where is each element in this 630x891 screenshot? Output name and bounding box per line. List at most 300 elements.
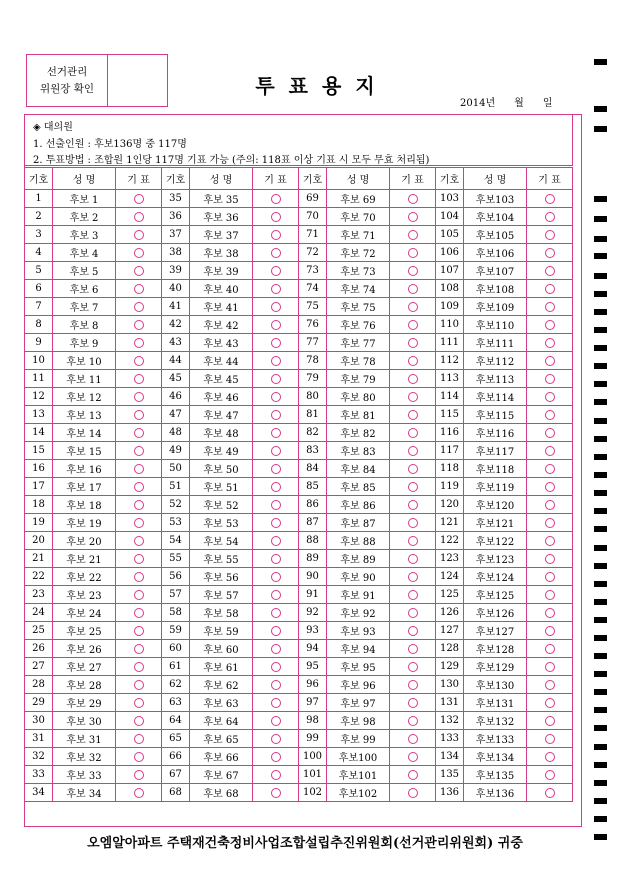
vote-circle-icon[interactable] bbox=[271, 572, 281, 582]
vote-circle-icon[interactable] bbox=[408, 320, 418, 330]
vote-cell[interactable] bbox=[116, 676, 162, 694]
vote-circle-icon[interactable] bbox=[545, 374, 555, 384]
vote-circle-icon[interactable] bbox=[408, 266, 418, 276]
vote-cell[interactable] bbox=[527, 406, 573, 424]
vote-cell[interactable] bbox=[390, 550, 436, 568]
vote-circle-icon[interactable] bbox=[271, 248, 281, 258]
vote-cell[interactable] bbox=[527, 442, 573, 460]
vote-cell[interactable] bbox=[527, 460, 573, 478]
vote-circle-icon[interactable] bbox=[271, 716, 281, 726]
vote-circle-icon[interactable] bbox=[271, 590, 281, 600]
vote-circle-icon[interactable] bbox=[134, 518, 144, 528]
vote-cell[interactable] bbox=[527, 226, 573, 244]
vote-circle-icon[interactable] bbox=[545, 752, 555, 762]
vote-circle-icon[interactable] bbox=[545, 302, 555, 312]
vote-circle-icon[interactable] bbox=[271, 392, 281, 402]
vote-cell[interactable] bbox=[116, 262, 162, 280]
vote-cell[interactable] bbox=[390, 640, 436, 658]
vote-cell[interactable] bbox=[527, 478, 573, 496]
vote-circle-icon[interactable] bbox=[408, 590, 418, 600]
candidate-name: 후보 79 bbox=[327, 370, 390, 388]
vote-circle-icon[interactable] bbox=[134, 392, 144, 402]
vote-circle-icon[interactable] bbox=[408, 662, 418, 672]
vote-cell[interactable] bbox=[253, 406, 299, 424]
vote-circle-icon[interactable] bbox=[271, 356, 281, 366]
vote-circle-icon[interactable] bbox=[408, 770, 418, 780]
vote-cell[interactable] bbox=[116, 298, 162, 316]
vote-circle-icon[interactable] bbox=[545, 194, 555, 204]
vote-cell[interactable] bbox=[116, 604, 162, 622]
vote-cell[interactable] bbox=[116, 424, 162, 442]
vote-circle-icon[interactable] bbox=[545, 392, 555, 402]
vote-cell[interactable] bbox=[390, 586, 436, 604]
vote-circle-icon[interactable] bbox=[408, 734, 418, 744]
vote-circle-icon[interactable] bbox=[134, 230, 144, 240]
vote-cell[interactable] bbox=[116, 640, 162, 658]
vote-cell[interactable] bbox=[116, 694, 162, 712]
vote-cell[interactable] bbox=[116, 496, 162, 514]
vote-circle-icon[interactable] bbox=[408, 518, 418, 528]
vote-circle-icon[interactable] bbox=[545, 284, 555, 294]
vote-circle-icon[interactable] bbox=[545, 266, 555, 276]
timing-mark bbox=[594, 106, 607, 112]
vote-circle-icon[interactable] bbox=[271, 266, 281, 276]
vote-cell[interactable] bbox=[390, 730, 436, 748]
vote-circle-icon[interactable] bbox=[408, 554, 418, 564]
vote-circle-icon[interactable] bbox=[408, 464, 418, 474]
candidate-name: 후보 61 bbox=[190, 658, 253, 676]
vote-cell[interactable] bbox=[253, 442, 299, 460]
vote-circle-icon[interactable] bbox=[134, 572, 144, 582]
vote-circle-icon[interactable] bbox=[271, 374, 281, 384]
vote-circle-icon[interactable] bbox=[134, 680, 144, 690]
vote-cell[interactable] bbox=[390, 316, 436, 334]
vote-circle-icon[interactable] bbox=[271, 518, 281, 528]
vote-cell[interactable] bbox=[253, 568, 299, 586]
vote-cell[interactable] bbox=[116, 712, 162, 730]
vote-cell[interactable] bbox=[253, 550, 299, 568]
vote-cell[interactable] bbox=[527, 640, 573, 658]
vote-circle-icon[interactable] bbox=[408, 482, 418, 492]
vote-circle-icon[interactable] bbox=[545, 716, 555, 726]
vote-cell[interactable] bbox=[253, 226, 299, 244]
vote-cell[interactable] bbox=[527, 370, 573, 388]
vote-circle-icon[interactable] bbox=[271, 212, 281, 222]
vote-circle-icon[interactable] bbox=[271, 734, 281, 744]
vote-circle-icon[interactable] bbox=[271, 302, 281, 312]
vote-circle-icon[interactable] bbox=[271, 194, 281, 204]
vote-cell[interactable] bbox=[253, 298, 299, 316]
vote-circle-icon[interactable] bbox=[545, 680, 555, 690]
vote-circle-icon[interactable] bbox=[134, 374, 144, 384]
vote-circle-icon[interactable] bbox=[271, 644, 281, 654]
candidate-name: 후보 67 bbox=[190, 766, 253, 784]
candidate-number: 95 bbox=[299, 658, 327, 676]
vote-circle-icon[interactable] bbox=[134, 752, 144, 762]
vote-circle-icon[interactable] bbox=[408, 338, 418, 348]
vote-circle-icon[interactable] bbox=[408, 194, 418, 204]
vote-cell[interactable] bbox=[527, 298, 573, 316]
vote-circle-icon[interactable] bbox=[545, 608, 555, 618]
vote-cell[interactable] bbox=[116, 334, 162, 352]
vote-cell[interactable] bbox=[116, 586, 162, 604]
vote-cell[interactable] bbox=[253, 676, 299, 694]
vote-circle-icon[interactable] bbox=[271, 608, 281, 618]
vote-cell[interactable] bbox=[527, 712, 573, 730]
vote-cell[interactable] bbox=[116, 280, 162, 298]
vote-circle-icon[interactable] bbox=[408, 248, 418, 258]
vote-cell[interactable] bbox=[527, 622, 573, 640]
vote-cell[interactable] bbox=[527, 262, 573, 280]
vote-cell[interactable] bbox=[253, 622, 299, 640]
vote-cell[interactable] bbox=[116, 190, 162, 208]
vote-cell[interactable] bbox=[253, 352, 299, 370]
vote-cell[interactable] bbox=[390, 442, 436, 460]
vote-circle-icon[interactable] bbox=[134, 626, 144, 636]
vote-circle-icon[interactable] bbox=[271, 554, 281, 564]
candidate-number: 82 bbox=[299, 424, 327, 442]
vote-circle-icon[interactable] bbox=[408, 230, 418, 240]
vote-cell[interactable] bbox=[116, 388, 162, 406]
vote-circle-icon[interactable] bbox=[271, 536, 281, 546]
vote-circle-icon[interactable] bbox=[271, 464, 281, 474]
vote-circle-icon[interactable] bbox=[134, 716, 144, 726]
vote-circle-icon[interactable] bbox=[134, 464, 144, 474]
vote-circle-icon[interactable] bbox=[134, 644, 144, 654]
candidate-name: 후보106 bbox=[464, 244, 527, 262]
vote-cell[interactable] bbox=[390, 658, 436, 676]
vote-circle-icon[interactable] bbox=[134, 302, 144, 312]
vote-cell[interactable] bbox=[116, 514, 162, 532]
candidate-name: 후보 73 bbox=[327, 262, 390, 280]
vote-cell[interactable] bbox=[116, 622, 162, 640]
vote-cell[interactable] bbox=[390, 208, 436, 226]
vote-cell[interactable] bbox=[390, 532, 436, 550]
vote-circle-icon[interactable] bbox=[134, 536, 144, 546]
vote-circle-icon[interactable] bbox=[545, 788, 555, 798]
candidate-name: 후보 28 bbox=[53, 676, 116, 694]
vote-circle-icon[interactable] bbox=[545, 410, 555, 420]
vote-circle-icon[interactable] bbox=[271, 338, 281, 348]
vote-cell[interactable] bbox=[390, 388, 436, 406]
vote-circle-icon[interactable] bbox=[271, 428, 281, 438]
vote-cell[interactable] bbox=[390, 784, 436, 802]
vote-circle-icon[interactable] bbox=[134, 338, 144, 348]
vote-cell[interactable] bbox=[527, 316, 573, 334]
vote-cell[interactable] bbox=[390, 514, 436, 532]
vote-circle-icon[interactable] bbox=[545, 644, 555, 654]
vote-cell[interactable] bbox=[527, 190, 573, 208]
vote-circle-icon[interactable] bbox=[134, 698, 144, 708]
vote-circle-icon[interactable] bbox=[545, 554, 555, 564]
vote-circle-icon[interactable] bbox=[545, 230, 555, 240]
vote-circle-icon[interactable] bbox=[545, 356, 555, 366]
vote-cell[interactable] bbox=[116, 478, 162, 496]
vote-cell[interactable] bbox=[253, 262, 299, 280]
vote-circle-icon[interactable] bbox=[408, 392, 418, 402]
vote-circle-icon[interactable] bbox=[408, 374, 418, 384]
vote-cell[interactable] bbox=[253, 712, 299, 730]
vote-circle-icon[interactable] bbox=[271, 230, 281, 240]
vote-cell[interactable] bbox=[116, 748, 162, 766]
vote-cell[interactable] bbox=[527, 730, 573, 748]
vote-cell[interactable] bbox=[253, 496, 299, 514]
vote-cell[interactable] bbox=[390, 694, 436, 712]
vote-cell[interactable] bbox=[390, 568, 436, 586]
vote-circle-icon[interactable] bbox=[134, 212, 144, 222]
vote-cell[interactable] bbox=[253, 370, 299, 388]
vote-cell[interactable] bbox=[390, 424, 436, 442]
vote-cell[interactable] bbox=[527, 514, 573, 532]
vote-cell[interactable] bbox=[527, 334, 573, 352]
vote-circle-icon[interactable] bbox=[408, 572, 418, 582]
vote-cell[interactable] bbox=[116, 442, 162, 460]
vote-cell[interactable] bbox=[116, 766, 162, 784]
vote-circle-icon[interactable] bbox=[134, 446, 144, 456]
vote-cell[interactable] bbox=[527, 568, 573, 586]
vote-cell[interactable] bbox=[527, 388, 573, 406]
vote-cell[interactable] bbox=[253, 208, 299, 226]
vote-cell[interactable] bbox=[390, 496, 436, 514]
vote-circle-icon[interactable] bbox=[408, 644, 418, 654]
vote-circle-icon[interactable] bbox=[134, 356, 144, 366]
vote-circle-icon[interactable] bbox=[408, 716, 418, 726]
vote-cell[interactable] bbox=[527, 784, 573, 802]
vote-circle-icon[interactable] bbox=[408, 428, 418, 438]
vote-circle-icon[interactable] bbox=[408, 536, 418, 546]
vote-circle-icon[interactable] bbox=[545, 572, 555, 582]
header-name: 성 명 bbox=[53, 168, 116, 190]
candidate-name: 후보 98 bbox=[327, 712, 390, 730]
vote-circle-icon[interactable] bbox=[545, 320, 555, 330]
candidate-name: 후보 6 bbox=[53, 280, 116, 298]
vote-circle-icon[interactable] bbox=[545, 482, 555, 492]
vote-circle-icon[interactable] bbox=[545, 590, 555, 600]
candidate-number: 87 bbox=[299, 514, 327, 532]
vote-cell[interactable] bbox=[116, 784, 162, 802]
vote-circle-icon[interactable] bbox=[408, 698, 418, 708]
vote-cell[interactable] bbox=[253, 514, 299, 532]
vote-cell[interactable] bbox=[527, 496, 573, 514]
vote-circle-icon[interactable] bbox=[408, 608, 418, 618]
candidate-number: 134 bbox=[436, 748, 464, 766]
vote-cell[interactable] bbox=[527, 424, 573, 442]
vote-circle-icon[interactable] bbox=[134, 194, 144, 204]
vote-circle-icon[interactable] bbox=[134, 788, 144, 798]
vote-circle-icon[interactable] bbox=[545, 770, 555, 780]
vote-cell[interactable] bbox=[527, 604, 573, 622]
vote-cell[interactable] bbox=[527, 766, 573, 784]
vote-cell[interactable] bbox=[390, 370, 436, 388]
vote-cell[interactable] bbox=[253, 388, 299, 406]
vote-circle-icon[interactable] bbox=[134, 248, 144, 258]
candidate-name: 후보100 bbox=[327, 748, 390, 766]
candidate-name: 후보 84 bbox=[327, 460, 390, 478]
candidate-number: 39 bbox=[162, 262, 190, 280]
vote-cell[interactable] bbox=[527, 694, 573, 712]
vote-circle-icon[interactable] bbox=[271, 680, 281, 690]
vote-cell[interactable] bbox=[116, 244, 162, 262]
vote-cell[interactable] bbox=[390, 460, 436, 478]
vote-cell[interactable] bbox=[253, 784, 299, 802]
vote-cell[interactable] bbox=[390, 712, 436, 730]
vote-circle-icon[interactable] bbox=[134, 266, 144, 276]
vote-cell[interactable] bbox=[253, 730, 299, 748]
vote-circle-icon[interactable] bbox=[545, 626, 555, 636]
vote-cell[interactable] bbox=[390, 262, 436, 280]
vote-circle-icon[interactable] bbox=[545, 248, 555, 258]
vote-circle-icon[interactable] bbox=[408, 284, 418, 294]
vote-circle-icon[interactable] bbox=[134, 662, 144, 672]
vote-circle-icon[interactable] bbox=[408, 410, 418, 420]
vote-circle-icon[interactable] bbox=[134, 554, 144, 564]
candidate-number: 23 bbox=[25, 586, 53, 604]
vote-circle-icon[interactable] bbox=[408, 302, 418, 312]
vote-cell[interactable] bbox=[253, 586, 299, 604]
vote-circle-icon[interactable] bbox=[545, 428, 555, 438]
vote-circle-icon[interactable] bbox=[134, 482, 144, 492]
vote-cell[interactable] bbox=[527, 676, 573, 694]
vote-circle-icon[interactable] bbox=[271, 788, 281, 798]
vote-cell[interactable] bbox=[253, 190, 299, 208]
vote-circle-icon[interactable] bbox=[134, 428, 144, 438]
timing-mark bbox=[594, 454, 607, 460]
vote-cell[interactable] bbox=[390, 604, 436, 622]
vote-circle-icon[interactable] bbox=[134, 284, 144, 294]
vote-cell[interactable] bbox=[390, 406, 436, 424]
vote-cell[interactable] bbox=[390, 352, 436, 370]
vote-circle-icon[interactable] bbox=[545, 536, 555, 546]
vote-cell[interactable] bbox=[253, 424, 299, 442]
vote-circle-icon[interactable] bbox=[545, 698, 555, 708]
vote-cell[interactable] bbox=[390, 748, 436, 766]
vote-circle-icon[interactable] bbox=[408, 446, 418, 456]
candidate-number: 61 bbox=[162, 658, 190, 676]
vote-circle-icon[interactable] bbox=[134, 608, 144, 618]
vote-circle-icon[interactable] bbox=[408, 752, 418, 762]
vote-cell[interactable] bbox=[253, 244, 299, 262]
vote-cell[interactable] bbox=[390, 244, 436, 262]
vote-cell[interactable] bbox=[116, 406, 162, 424]
vote-cell[interactable] bbox=[527, 748, 573, 766]
vote-cell[interactable] bbox=[527, 658, 573, 676]
vote-cell[interactable] bbox=[390, 280, 436, 298]
vote-cell[interactable] bbox=[116, 370, 162, 388]
vote-circle-icon[interactable] bbox=[545, 212, 555, 222]
vote-cell[interactable] bbox=[253, 766, 299, 784]
vote-circle-icon[interactable] bbox=[271, 698, 281, 708]
vote-cell[interactable] bbox=[116, 208, 162, 226]
vote-circle-icon[interactable] bbox=[408, 356, 418, 366]
vote-cell[interactable] bbox=[253, 334, 299, 352]
vote-cell[interactable] bbox=[116, 226, 162, 244]
candidate-name: 후보 96 bbox=[327, 676, 390, 694]
candidate-name: 후보 58 bbox=[190, 604, 253, 622]
vote-cell[interactable] bbox=[527, 208, 573, 226]
vote-circle-icon[interactable] bbox=[545, 662, 555, 672]
vote-cell[interactable] bbox=[527, 586, 573, 604]
candidate-number: 130 bbox=[436, 676, 464, 694]
vote-cell[interactable] bbox=[253, 640, 299, 658]
vote-circle-icon[interactable] bbox=[545, 518, 555, 528]
vote-cell[interactable] bbox=[116, 658, 162, 676]
vote-circle-icon[interactable] bbox=[271, 410, 281, 420]
vote-cell[interactable] bbox=[390, 334, 436, 352]
vote-circle-icon[interactable] bbox=[134, 500, 144, 510]
vote-cell[interactable] bbox=[253, 460, 299, 478]
vote-cell[interactable] bbox=[116, 568, 162, 586]
vote-circle-icon[interactable] bbox=[271, 626, 281, 636]
vote-circle-icon[interactable] bbox=[408, 500, 418, 510]
vote-cell[interactable] bbox=[253, 316, 299, 334]
vote-cell[interactable] bbox=[390, 298, 436, 316]
vote-cell[interactable] bbox=[390, 766, 436, 784]
vote-circle-icon[interactable] bbox=[408, 788, 418, 798]
vote-circle-icon[interactable] bbox=[545, 500, 555, 510]
vote-circle-icon[interactable] bbox=[134, 590, 144, 600]
vote-circle-icon[interactable] bbox=[408, 626, 418, 636]
vote-cell[interactable] bbox=[527, 550, 573, 568]
vote-cell[interactable] bbox=[527, 244, 573, 262]
vote-cell[interactable] bbox=[253, 658, 299, 676]
vote-cell[interactable] bbox=[253, 604, 299, 622]
vote-cell[interactable] bbox=[116, 550, 162, 568]
candidate-name: 후보116 bbox=[464, 424, 527, 442]
vote-cell[interactable] bbox=[253, 478, 299, 496]
vote-circle-icon[interactable] bbox=[271, 752, 281, 762]
vote-cell[interactable] bbox=[253, 748, 299, 766]
vote-circle-icon[interactable] bbox=[545, 338, 555, 348]
candidate-name: 후보 54 bbox=[190, 532, 253, 550]
vote-cell[interactable] bbox=[527, 352, 573, 370]
vote-circle-icon[interactable] bbox=[408, 212, 418, 222]
vote-cell[interactable] bbox=[390, 226, 436, 244]
candidate-number: 6 bbox=[25, 280, 53, 298]
vote-circle-icon[interactable] bbox=[271, 770, 281, 780]
vote-cell[interactable] bbox=[116, 352, 162, 370]
vote-circle-icon[interactable] bbox=[271, 320, 281, 330]
candidate-name: 후보 63 bbox=[190, 694, 253, 712]
vote-circle-icon[interactable] bbox=[271, 500, 281, 510]
vote-circle-icon[interactable] bbox=[545, 734, 555, 744]
vote-circle-icon[interactable] bbox=[134, 734, 144, 744]
vote-cell[interactable] bbox=[527, 280, 573, 298]
vote-cell[interactable] bbox=[390, 190, 436, 208]
vote-circle-icon[interactable] bbox=[134, 320, 144, 330]
vote-cell[interactable] bbox=[116, 316, 162, 334]
vote-cell[interactable] bbox=[116, 532, 162, 550]
vote-circle-icon[interactable] bbox=[545, 464, 555, 474]
vote-circle-icon[interactable] bbox=[271, 446, 281, 456]
vote-cell[interactable] bbox=[116, 730, 162, 748]
vote-circle-icon[interactable] bbox=[545, 446, 555, 456]
vote-circle-icon[interactable] bbox=[271, 662, 281, 672]
vote-circle-icon[interactable] bbox=[271, 482, 281, 492]
vote-cell[interactable] bbox=[390, 676, 436, 694]
table-row bbox=[25, 766, 573, 784]
vote-cell[interactable] bbox=[253, 280, 299, 298]
vote-cell[interactable] bbox=[253, 694, 299, 712]
vote-cell[interactable] bbox=[390, 622, 436, 640]
vote-circle-icon[interactable] bbox=[408, 680, 418, 690]
vote-circle-icon[interactable] bbox=[134, 410, 144, 420]
vote-cell[interactable] bbox=[116, 460, 162, 478]
vote-cell[interactable] bbox=[390, 478, 436, 496]
vote-cell[interactable] bbox=[253, 532, 299, 550]
vote-circle-icon[interactable] bbox=[271, 284, 281, 294]
vote-cell[interactable] bbox=[527, 532, 573, 550]
vote-circle-icon[interactable] bbox=[134, 770, 144, 780]
